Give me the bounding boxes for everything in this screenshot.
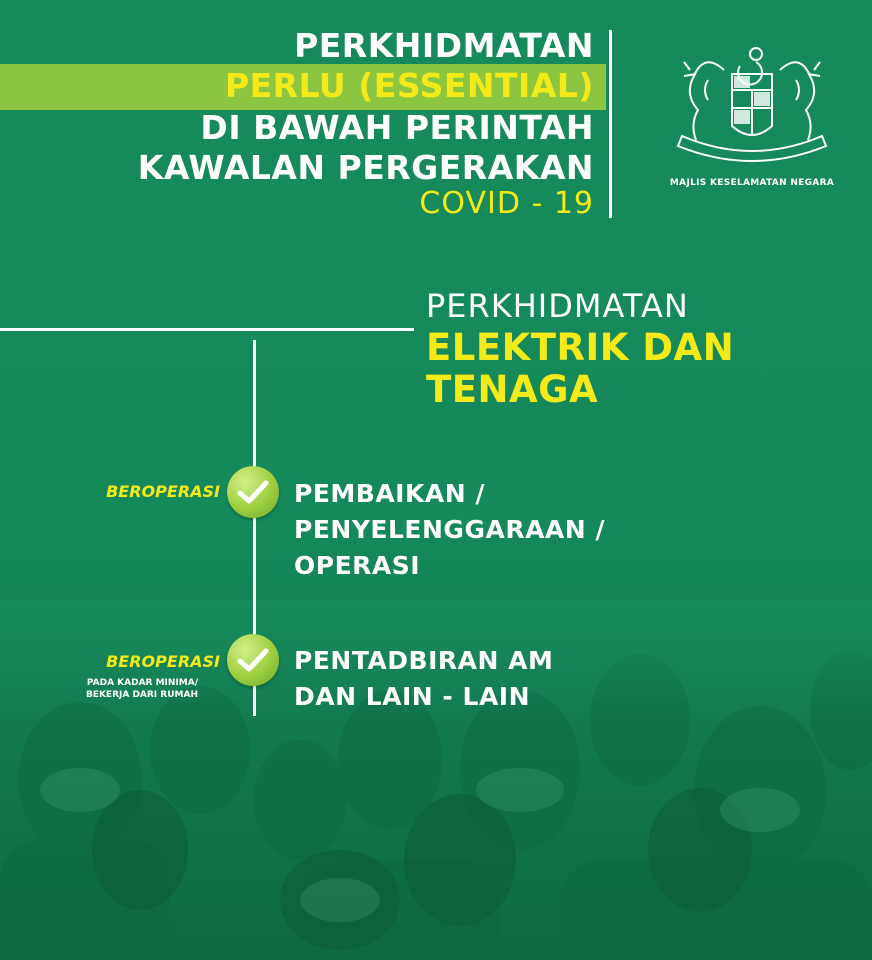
title-line-2: PERLU (ESSENTIAL) — [224, 66, 594, 105]
sector-title-line-2: TENAGA — [426, 368, 599, 411]
sector-kicker: PERKHIDMATAN — [426, 287, 689, 325]
council-caption: MAJLIS KESELAMATAN NEGARA — [669, 178, 835, 188]
item-1-text-line-1: PEMBAIKAN / — [294, 479, 485, 508]
horizontal-connector — [0, 328, 414, 331]
item-2-note-line-2: BEKERJA DARI RUMAH — [85, 690, 198, 700]
item-2-check-icon — [227, 634, 279, 686]
item-2-note-line-1: PADA KADAR MINIMA/ — [86, 678, 198, 688]
title-line-4: KAWALAN PERGERAKAN — [137, 148, 594, 187]
malaysia-coat-of-arms-icon — [668, 40, 836, 164]
item-1-text-line-2: PENYELENGGARAAN / — [294, 515, 606, 544]
sector-title — [426, 327, 734, 411]
item-1-text — [294, 476, 605, 584]
item-2-text-line-1: PENTADBIRAN AM — [294, 646, 554, 675]
item-2-status: BEROPERASI — [106, 652, 220, 671]
item-1-text-line-3: OPERASI — [294, 551, 421, 580]
title-line-3: DI BAWAH PERINTAH — [200, 108, 594, 147]
title-line-1: PERKHIDMATAN — [294, 26, 594, 65]
title-line-5: COVID - 19 — [419, 186, 594, 221]
item-1-check-icon — [227, 466, 279, 518]
item-1-status: BEROPERASI — [106, 482, 220, 501]
title-divider — [609, 30, 612, 218]
sector-title-line-1: ELEKTRIK DAN — [426, 326, 735, 369]
item-2-text — [294, 643, 553, 715]
item-2-text-line-2: DAN LAIN - LAIN — [294, 682, 531, 711]
item-2-note — [86, 677, 198, 701]
